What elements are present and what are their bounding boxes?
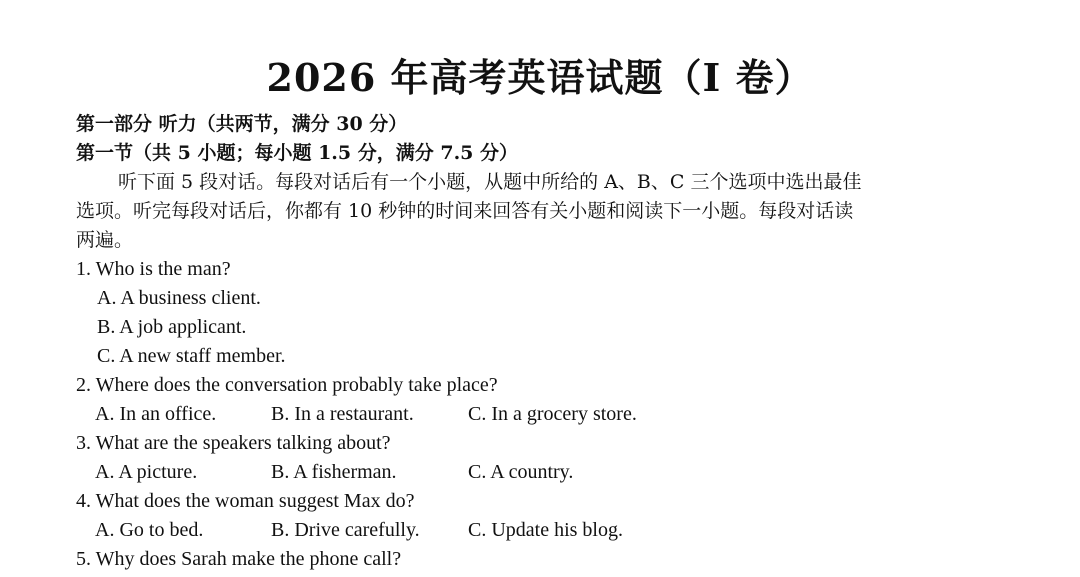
question-4-option-b: B. Drive carefully. bbox=[271, 519, 420, 541]
question-2-option-c: C. In a grocery store. bbox=[468, 403, 637, 425]
question-1-option-c: C. A new staff member. bbox=[97, 345, 286, 367]
question-3-option-c: C. A country. bbox=[468, 461, 574, 483]
instructions-line-2: 选项。听完每段对话后，你都有 10 秒钟的时间来回答有关小题和阅读下一小题。每段对话读 bbox=[76, 200, 854, 222]
question-5: 5. Why does Sarah make the phone call? bbox=[76, 548, 402, 570]
question-2: 2. Where does the conversation probably take place? bbox=[76, 374, 498, 396]
question-2-option-a: A. In an office. bbox=[95, 403, 217, 425]
question-1: 1. Who is the man? bbox=[76, 258, 231, 280]
question-1-option-b: B. A job applicant. bbox=[97, 316, 247, 338]
question-4: 4. What does the woman suggest Max do? bbox=[76, 490, 415, 512]
section-heading: 第一节（共 5 小题；每小题 1.5 分，满分 7.5 分） bbox=[76, 142, 519, 164]
question-4-option-c: C. Update his blog. bbox=[468, 519, 623, 541]
question-2-option-b: B. In a restaurant. bbox=[271, 403, 414, 425]
question-3: 3. What are the speakers talking about? bbox=[76, 432, 391, 454]
instructions-line-1: 听下面 5 段对话。每段对话后有一个小题，从题中所给的 A、B、C 三个选项中选出最佳 bbox=[118, 171, 862, 193]
instructions-line-3: 两遍。 bbox=[76, 229, 134, 251]
exam-title: 2026 年高考英语试题（I 卷） bbox=[266, 55, 814, 100]
question-3-option-b: B. A fisherman. bbox=[271, 461, 397, 483]
question-1-option-a: A. A business client. bbox=[97, 287, 261, 309]
question-3-option-a: A. A picture. bbox=[95, 461, 198, 483]
part-heading: 第一部分 听力（共两节，满分 30 分） bbox=[76, 113, 408, 135]
question-4-option-a: A. Go to bed. bbox=[95, 519, 204, 541]
